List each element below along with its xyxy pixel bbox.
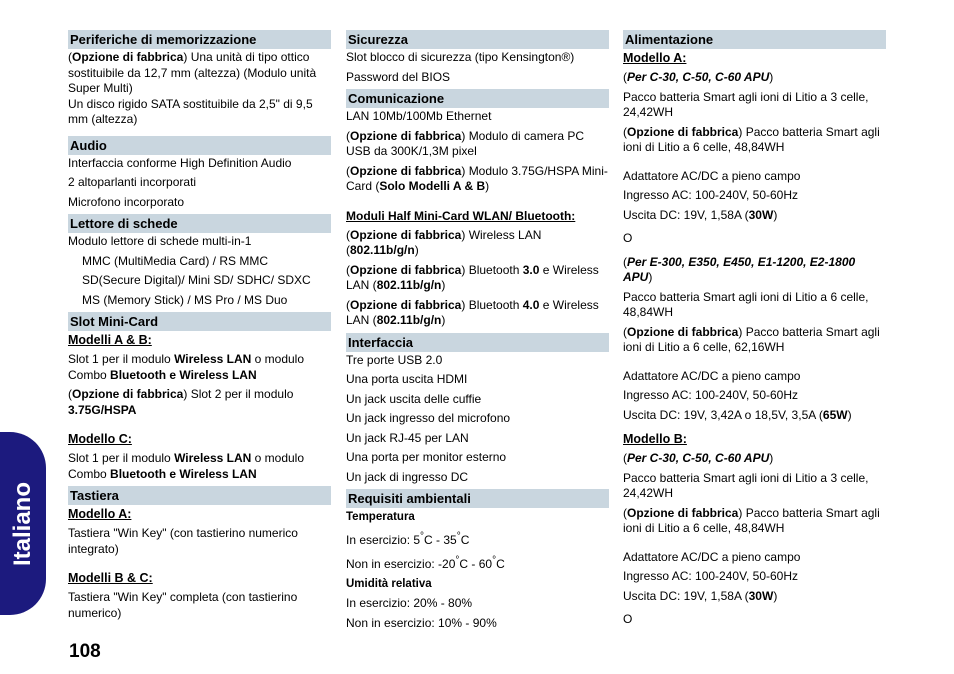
wlan-option-2: (Opzione di fabbrica) Bluetooth 3.0 e Wireless LAN (802.11b/g/n) <box>346 262 599 292</box>
interface-item: Una porta uscita HDMI <box>346 372 468 386</box>
card-reader-format: MS (Memory Stick) / MS Pro / MS Duo <box>82 292 288 307</box>
wlan-option-1: (Opzione di fabbrica) Wireless LAN (802.11b/g/n) <box>346 227 542 257</box>
power-b-models: (Per C-30, C-50, C-60 APU) <box>623 451 774 465</box>
power-or-1: O <box>623 231 633 245</box>
power-a-models: (Per C-30, C-50, C-60 APU) <box>623 70 774 84</box>
communication-camera: (Opzione di fabbrica) Modulo di camera PC USB da 300K/1,3M pixel <box>346 128 585 158</box>
minicard-ab-slot1: Slot 1 per il modulo Wireless LAN o modulo Combo Bluetooth e Wireless LAN <box>68 352 305 382</box>
power-model-a: Modello A: <box>623 51 687 65</box>
wlan-modules-header: Moduli Half Mini-Card WLAN/ Bluetooth: <box>346 208 576 223</box>
keyboard-models-bc: Modelli B & C: <box>68 571 153 585</box>
keyboard-a-text: Tastiera "Win Key" (con tastierino numerico integrato) <box>68 526 298 556</box>
power-a2-battery: Pacco batteria Smart agli ioni di Litio a 6 celle, 48,84WH <box>623 289 869 319</box>
storage-hdd-text: Un disco rigido SATA sostituibile da 2,5" di 9,5 mm (altezza) <box>68 96 313 126</box>
power-a-battery-option: (Opzione di fabbrica) Pacco batteria Smart agli ioni di Litio a 6 celle, 48,84WH <box>623 124 880 154</box>
language-tab <box>0 432 46 615</box>
language-tab-label: Italiano <box>9 481 36 566</box>
audio-item: Microfono incorporato <box>68 194 185 209</box>
card-reader-item: Modulo lettore di schede multi-in-1 <box>68 234 252 248</box>
section-header-keyboard: Tastiera <box>68 486 331 505</box>
interface-item: Tre porte USB 2.0 <box>346 352 443 367</box>
card-reader-format: MMC (MultiMedia Card) / RS MMC <box>82 253 269 268</box>
interface-item: Un jack ingresso del microfono <box>346 411 511 425</box>
power-a2-input: Ingresso AC: 100-240V, 50-60Hz <box>623 388 799 402</box>
power-b-battery: Pacco batteria Smart agli ioni di Litio a 3 celle, 24,42WH <box>623 470 869 500</box>
column-storage-audio-keyboard <box>68 30 331 621</box>
communication-lan: LAN 10Mb/100Mb Ethernet <box>346 109 492 123</box>
interface-item: Una porta per monitor esterno <box>346 450 507 464</box>
power-b-input: Ingresso AC: 100-240V, 50-60Hz <box>623 569 799 583</box>
audio-item: 2 altoparlanti incorporati <box>68 175 197 189</box>
section-header-interface: Interfaccia <box>346 333 609 352</box>
security-item: Slot blocco di sicurezza (tipo Kensington®) <box>346 50 575 64</box>
wlan-option-3: (Opzione di fabbrica) Bluetooth 4.0 e Wireless LAN (802.11b/g/n) <box>346 297 599 327</box>
interface-item: Un jack di ingresso DC <box>346 469 469 484</box>
section-header-minicard: Slot Mini-Card <box>68 312 331 331</box>
section-header-security: Sicurezza <box>346 30 609 49</box>
minicard-c-slot1: Slot 1 per il modulo Wireless LAN o modulo Combo Bluetooth e Wireless LAN <box>68 451 305 481</box>
section-header-storage: Periferiche di memorizzazione <box>68 30 331 49</box>
environment-temp-non-operating: Non in esercizio: -20°C - 60°C <box>346 554 505 571</box>
environment-temp-operating: In esercizio: 5°C - 35°C <box>346 531 470 547</box>
environment-temperature-label: Temperatura <box>346 511 415 523</box>
power-b-adapter: Adattatore AC/DC a pieno campo <box>623 549 801 564</box>
section-header-card-reader: Lettore di schede <box>68 214 331 233</box>
section-header-audio: Audio <box>68 136 331 155</box>
power-or-2: O <box>623 612 633 626</box>
power-b-output: Uscita DC: 19V, 1,58A (30W) <box>623 588 778 603</box>
section-header-environment: Requisiti ambientali <box>346 489 609 508</box>
power-model-b: Modello B: <box>623 432 687 446</box>
interface-item: Un jack RJ-45 per LAN <box>346 430 469 445</box>
power-a-input: Ingresso AC: 100-240V, 50-60Hz <box>623 188 799 202</box>
section-header-communication: Comunicazione <box>346 89 609 108</box>
minicard-models-ab: Modelli A & B: <box>68 333 152 347</box>
power-a2-battery-option: (Opzione di fabbrica) Pacco batteria Smart agli ioni di Litio a 6 celle, 62,16WH <box>623 324 880 354</box>
interface-item: Un jack uscita delle cuffie <box>346 391 482 406</box>
environment-humidity-non-operating: Non in esercizio: 10% - 90% <box>346 615 497 630</box>
page-number: 108 <box>69 641 101 662</box>
power-a-battery: Pacco batteria Smart agli ioni di Litio a 3 celle, 24,42WH <box>623 89 869 119</box>
card-reader-format: SD(Secure Digital)/ Mini SD/ SDHC/ SDXC <box>82 273 311 287</box>
column-security-communication <box>346 30 609 631</box>
power-a2-models: (Per E-300, E350, E450, E1-1200, E2-1800 APU) <box>623 254 856 284</box>
power-a2-output: Uscita DC: 19V, 3,42A o 18,5V, 3,5A (65W) <box>623 407 852 422</box>
keyboard-bc-text: Tastiera "Win Key" completa (con tastierino numerico) <box>68 590 298 620</box>
power-b-battery-option: (Opzione di fabbrica) Pacco batteria Smart agli ioni di Litio a 6 celle, 48,84WH <box>623 505 880 535</box>
column-power <box>623 30 886 628</box>
section-header-power: Alimentazione <box>623 30 886 49</box>
minicard-ab-slot2: (Opzione di fabbrica) Slot 2 per il modulo 3.75G/HSPA <box>68 387 294 417</box>
security-item: Password del BIOS <box>346 69 451 84</box>
communication-hspa: (Opzione di fabbrica) Modulo 3.75G/HSPA Mini-Card (Solo Modelli A & B) <box>346 163 608 193</box>
power-a-adapter: Adattatore AC/DC a pieno campo <box>623 168 801 183</box>
keyboard-model-a: Modello A: <box>68 507 132 521</box>
audio-item: Interfaccia conforme High Definition Audio <box>68 155 292 170</box>
environment-humidity-label: Umidità relativa <box>346 578 432 590</box>
minicard-model-c: Modello C: <box>68 432 132 446</box>
power-a2-adapter: Adattatore AC/DC a pieno campo <box>623 368 801 383</box>
power-a-output: Uscita DC: 19V, 1,58A (30W) <box>623 207 778 222</box>
environment-humidity-operating: In esercizio: 20% - 80% <box>346 596 473 610</box>
storage-optical-text: (Opzione di fabbrica) Una unità di tipo ottico sostituibile da 12,7 mm (altezza) (Modulo unità Super Multi) <box>68 50 317 95</box>
